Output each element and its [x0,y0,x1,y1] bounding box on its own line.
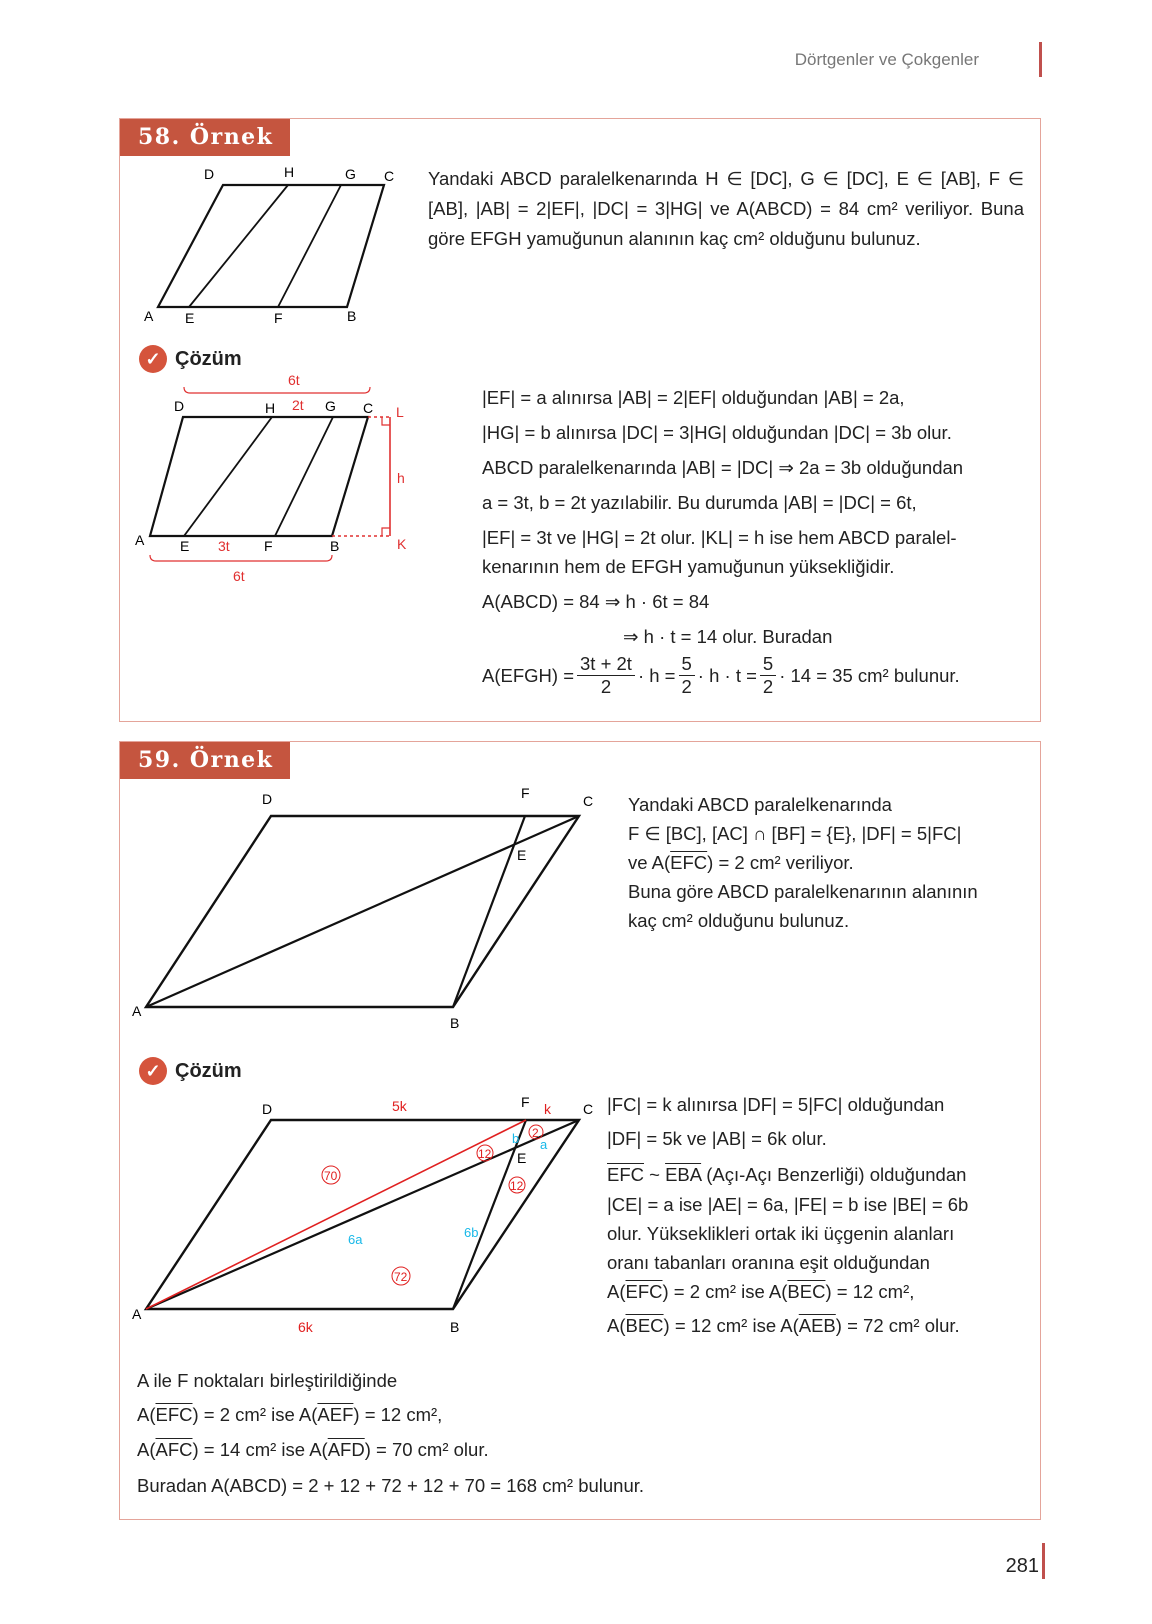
arc-efc-join: $\overline{EFC}$ [155,1404,193,1425]
page-number-bar [1042,1543,1045,1579]
label-b: B [347,308,357,324]
segment-bf [453,816,525,1007]
arc-bec-area: $\overline{BEC}$ [787,1281,826,1302]
arc-efc: $\overline{EFC}$ [670,852,708,873]
label-b-59-2: B [450,1319,460,1335]
label-a: A [144,308,154,324]
label-a-2: A [135,532,145,548]
text-part: A( [137,1404,156,1425]
ex58-figure-problem [140,161,400,326]
text-part: A( [607,1315,626,1336]
right-angle-top [382,417,390,425]
label-e-59-2: E [517,1150,527,1166]
chapter-title: Dörtgenler ve Çokgenler [794,50,979,69]
ex59-problem-line-2: F ∈ [BC], [AC] ∩ [BF] = {E}, |DF| = 5|FC| [628,823,962,844]
label-f: F [274,310,283,326]
ex59-join-line-2 [137,1439,489,1461]
example-59-tag: 59. Örnek [120,742,290,779]
label-g-2: G [325,398,336,414]
label-b-2: B [330,538,340,554]
ex59-sol-line-5: oranı tabanları oranına eşit olduğundan [607,1252,930,1273]
segment-fg [278,185,341,307]
ex58-sol-line-2: |HG| = b alınırsa |DC| = 3|HG| olduğundan |DC| = 3b olur. [482,422,952,443]
label-hg-2t: 2t [292,397,304,413]
label-bottom-6t: 6t [233,568,245,584]
label-d: D [204,166,215,182]
label-c: C [384,168,395,184]
ex58-sol-line-6: kenarının hem de EFGH yamuğunun yüksekliğidir. [482,556,895,577]
ex59-problem-line-1: Yandaki ABCD paralelkenarında [628,794,892,815]
problem-efc-post: ) = 2 cm² veriliyor. [707,852,854,873]
parallelogram-abcd [158,185,384,307]
fraction-3-num: 5 [760,653,776,676]
label-6b: 6b [464,1225,479,1240]
arc-bec-area-2: $\overline{BEC}$ [625,1315,664,1336]
label-b-59: B [450,1015,460,1031]
label-f-59: F [521,785,530,801]
label-6a: 6a [348,1232,363,1247]
arc-efc-sim: $\overline{EFC}$ [607,1164,644,1185]
label-h: H [284,164,295,180]
fraction-2-den: 2 [681,676,692,697]
segment-eh-2 [184,417,272,536]
label-h-2: H [265,400,276,416]
fraction-3 [760,653,776,698]
ex58-figure-solution [130,369,430,594]
label-e-2: E [180,538,190,554]
label-area-12a: 12 [478,1147,492,1161]
ex59-figure-solution [130,1087,594,1347]
ex59-area-line-2 [607,1315,960,1337]
ex59-sol-line-1: |FC| = k alınırsa |DF| = 5|FC| olduğundan [607,1094,945,1115]
ex59-figure-problem [130,782,594,1031]
label-area-70: 70 [324,1169,338,1183]
final-lhs: A(EFGH) = [482,664,574,686]
brace-top-6t [184,387,370,393]
segment-fg-2 [275,417,333,536]
example-58-tag: 58. Örnek [120,119,290,156]
ex59-conclusion: Buradan A(ABCD) = 2 + 12 + 72 + 12 + 70 = 168 cm² bulunur. [137,1475,645,1496]
label-k: k [544,1101,551,1117]
label-area-2: 2 [532,1126,539,1140]
label-g: G [345,166,356,182]
label-f-2: F [264,538,273,554]
label-top-6t: 6t [288,372,300,388]
label-d-59: D [262,791,273,807]
check-icon: ✓ [139,345,167,373]
ex59-sol-line-2: |DF| = 5k ve |AB| = 6k olur. [607,1128,827,1149]
ex59-problem-line-3 [628,852,854,874]
ex58-sol-line-5: |EF| = 3t ve |HG| = 2t olur. |KL| = h ise hem ABCD paralel- [482,527,957,548]
ex58-sol-line-4: a = 3t, b = 2t yazılabilir. Bu durumda |AB| = |DC| = 6t, [482,492,917,513]
label-area-12b: 12 [510,1179,524,1193]
similar-mid: ~ [644,1164,666,1185]
text-part: ) = 2 cm² ise A( [192,1404,318,1425]
fraction-1 [577,653,635,698]
label-b-seg: b [512,1131,520,1146]
arc-afc-join: $\overline{AFC}$ [155,1439,193,1460]
label-6k: 6k [298,1319,313,1335]
segment-eh [189,185,288,307]
fraction-1-den: 2 [600,676,612,697]
cozum-label: Çözüm [175,1059,242,1082]
arc-efc-area: $\overline{EFC}$ [625,1281,663,1302]
problem-efc-pre: ve A( [628,852,671,873]
ex59-join-text: A ile F noktaları birleştirildiğinde [137,1370,398,1391]
text-part: ) = 70 cm² olur. [364,1439,489,1460]
ex58-sol-line-8: ⇒ h · t = 14 olur. Buradan [623,626,833,647]
ex59-sol-similarity [607,1164,966,1186]
final-mid-1: · h = [637,664,676,686]
ex59-problem-line-5: kaç cm² olduğunu bulunuz. [628,910,850,931]
label-k: K [397,536,407,552]
arc-aeb-area: $\overline{AEB}$ [798,1315,836,1336]
text-part: ) = 12 cm² ise A( [663,1315,799,1336]
label-d-59-2: D [262,1101,273,1117]
text-part: ) = 72 cm² olur. [835,1315,960,1336]
similar-post: (Açı-Açı Benzerliği) olduğundan [701,1164,967,1185]
ex59-cozum-heading [139,1057,242,1085]
label-e-59: E [517,847,527,863]
label-ef-3t: 3t [218,538,230,554]
example-59-box [119,741,1041,1520]
ex58-sol-line-7: A(ABCD) = 84 ⇒ h · 6t = 84 [482,591,710,612]
fraction-3-den: 2 [762,676,774,697]
text-part: ) = 12 cm², [825,1281,915,1302]
fraction-2 [679,653,695,698]
label-f-59-2: F [521,1094,530,1110]
fraction-2-num: 5 [679,653,695,676]
cozum-label: Çözüm [175,347,242,370]
text-part: A( [137,1439,156,1460]
right-angle-bottom [382,528,390,536]
label-c-59: C [583,793,594,809]
final-mid-2: · h · t = [697,664,757,686]
page-number: 281 [1005,1555,1039,1577]
label-a-59: A [132,1003,142,1019]
brace-bottom-6t [150,555,332,561]
label-area-72: 72 [394,1270,408,1284]
ex59-problem-line-4: Buna göre ABCD paralelkenarının alanının [628,881,978,902]
arc-afd-join: $\overline{AFD}$ [327,1439,365,1460]
text-part: ) = 2 cm² ise A( [662,1281,788,1302]
example-58-box [119,118,1041,722]
arc-eba-sim: $\overline{EBA}$ [665,1164,702,1185]
header-accent-bar [1039,42,1042,77]
ex58-final-equation [482,653,960,698]
ex59-sol-line-3: |CE| = a ise |AE| = 6a, |FE| = b ise |BE| = 6b [607,1194,969,1215]
text-part: ) = 14 cm² ise A( [192,1439,328,1460]
ex59-join-line-1 [137,1404,442,1426]
fraction-1-num: 3t + 2t [577,653,635,676]
label-d-2: D [174,398,185,414]
label-a-seg: a [540,1137,548,1152]
ex58-sol-line-1: |EF| = a alınırsa |AB| = 2|EF| olduğundan |AB| = 2a, [482,387,905,408]
label-c-59-2: C [583,1101,594,1117]
arc-aef-join: $\overline{AEF}$ [317,1404,354,1425]
segment-af-red [146,1120,526,1309]
label-h-height: h [397,470,405,486]
label-5k: 5k [392,1098,407,1114]
text-part: A( [607,1281,626,1302]
label-l: L [396,404,404,420]
text-part: ) = 12 cm², [353,1404,443,1425]
label-c-2: C [363,400,374,416]
ex59-area-line-1 [607,1281,914,1303]
ex58-sol-line-3: ABCD paralelkenarında |AB| = |DC| ⇒ 2a = 3b olduğundan [482,457,964,478]
label-a-59-2: A [132,1306,142,1322]
final-rhs: · 14 = 35 cm² bulunur. [779,664,960,686]
ex58-problem-text: Yandaki ABCD paralelkenarında H ∈ [DC], G ∈ [DC], E ∈ [AB], F ∈ [AB], |AB| = 2|EF|, |DC| = 3|HG| ve A(ABCD) = 84 cm² veriliyor. Buna göre EFGH yamuğunun alanının kaç cm² olduğunu bulunuz. [428,168,1024,249]
check-icon: ✓ [139,1057,167,1085]
label-e: E [185,310,195,326]
ex59-sol-line-4: olur. Yükseklikleri ortak iki üçgenin alanları [607,1223,955,1244]
